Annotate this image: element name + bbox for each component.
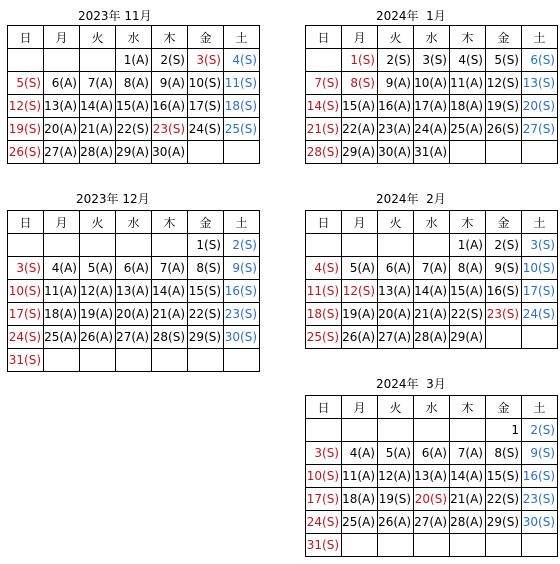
calendar-grid (305, 210, 558, 349)
day-cell (44, 349, 80, 372)
day-cell: 23(A) (378, 118, 414, 141)
day-cell: 28(A) (80, 141, 116, 164)
day-cell: 21(A) (80, 118, 116, 141)
day-cell (486, 326, 522, 349)
day-cell (188, 141, 224, 164)
day-cell: 18(S) (306, 303, 342, 326)
day-cell: 8(S) (486, 442, 522, 465)
day-cell: 16(A) (152, 95, 188, 118)
day-cell (378, 534, 414, 557)
weekday-header: 木 (152, 211, 188, 234)
week-row (306, 326, 558, 349)
day-cell: 18(A) (342, 488, 378, 511)
day-cell: 16(S) (224, 280, 260, 303)
day-cell (306, 419, 342, 442)
day-cell: 5(A) (342, 257, 378, 280)
day-cell (378, 234, 414, 257)
day-cell: 9(A) (378, 72, 414, 95)
day-cell: 15(S) (188, 280, 224, 303)
day-cell: 13(A) (44, 95, 80, 118)
week-row (8, 326, 260, 349)
day-cell: 4(S) (224, 49, 260, 72)
weekday-header: 金 (188, 26, 224, 49)
weekday-header: 金 (188, 211, 224, 234)
day-cell: 3(S) (8, 257, 44, 280)
day-cell: 18(A) (44, 303, 80, 326)
day-cell: 1(S) (342, 49, 378, 72)
day-cell: 19(S) (8, 118, 44, 141)
day-cell: 8(S) (188, 257, 224, 280)
day-cell: 10(S) (522, 257, 558, 280)
week-row (306, 234, 558, 257)
day-cell: 6(A) (116, 257, 152, 280)
day-cell: 20(S) (522, 95, 558, 118)
week-row (306, 118, 558, 141)
day-cell: 29(A) (116, 141, 152, 164)
weekday-header: 土 (522, 26, 558, 49)
day-cell: 12(S) (8, 95, 44, 118)
day-cell (116, 234, 152, 257)
calendar-grid (7, 25, 260, 164)
day-cell: 31(S) (306, 534, 342, 557)
week-row (8, 303, 260, 326)
weekday-header: 木 (450, 396, 486, 419)
day-cell: 18(A) (450, 95, 486, 118)
day-cell: 27(S) (522, 118, 558, 141)
day-cell: 17(S) (8, 303, 44, 326)
day-cell: 15(A) (342, 95, 378, 118)
day-cell (8, 234, 44, 257)
day-cell: 16(S) (486, 280, 522, 303)
day-cell: 1 (486, 419, 522, 442)
day-cell: 20(A) (44, 118, 80, 141)
day-cell: 19(A) (80, 303, 116, 326)
day-cell: 29(S) (486, 511, 522, 534)
day-cell: 26(S) (8, 141, 44, 164)
day-cell: 24(S) (8, 326, 44, 349)
week-row (306, 534, 558, 557)
week-row (8, 141, 260, 164)
day-cell: 24(S) (188, 118, 224, 141)
day-cell: 17(S) (188, 95, 224, 118)
month-title: 2024年 2月 (376, 192, 446, 206)
day-cell: 25(S) (224, 118, 260, 141)
weekday-header-row (8, 26, 260, 49)
day-cell (306, 234, 342, 257)
weekday-header: 火 (80, 211, 116, 234)
day-cell: 15(A) (450, 280, 486, 303)
day-cell: 11(S) (224, 72, 260, 95)
week-row (8, 349, 260, 372)
day-cell: 3(S) (414, 49, 450, 72)
week-row (306, 511, 558, 534)
weekday-header: 火 (378, 396, 414, 419)
day-cell (44, 234, 80, 257)
month-title: 2023年 12月 (76, 192, 150, 206)
day-cell: 24(S) (522, 303, 558, 326)
day-cell: 5(A) (378, 442, 414, 465)
weekday-header-row (8, 211, 260, 234)
day-cell: 14(A) (152, 280, 188, 303)
day-cell: 31(A) (414, 141, 450, 164)
weekday-header: 月 (44, 26, 80, 49)
day-cell: 10(S) (8, 280, 44, 303)
week-row (306, 141, 558, 164)
day-cell: 3(S) (306, 442, 342, 465)
day-cell: 3(S) (188, 49, 224, 72)
day-cell (342, 234, 378, 257)
day-cell: 26(S) (486, 118, 522, 141)
day-cell: 15(A) (116, 95, 152, 118)
day-cell (450, 141, 486, 164)
day-cell: 2(S) (224, 234, 260, 257)
day-cell: 17(A) (414, 95, 450, 118)
day-cell (522, 141, 558, 164)
day-cell: 22(S) (450, 303, 486, 326)
day-cell: 25(A) (450, 118, 486, 141)
day-cell: 6(S) (522, 49, 558, 72)
day-cell: 14(A) (414, 280, 450, 303)
day-cell: 23(S) (224, 303, 260, 326)
day-cell: 11(A) (342, 465, 378, 488)
weekday-header: 日 (306, 26, 342, 49)
weekday-header: 月 (342, 211, 378, 234)
weekday-header: 木 (152, 26, 188, 49)
day-cell: 13(A) (414, 465, 450, 488)
weekday-header: 月 (342, 396, 378, 419)
day-cell: 20(A) (378, 303, 414, 326)
day-cell: 9(S) (486, 257, 522, 280)
day-cell: 3(S) (522, 234, 558, 257)
day-cell (342, 419, 378, 442)
day-cell (486, 534, 522, 557)
week-row (306, 49, 558, 72)
day-cell (486, 141, 522, 164)
weekday-header: 日 (8, 211, 44, 234)
day-cell: 10(A) (414, 72, 450, 95)
weekday-header: 金 (486, 396, 522, 419)
week-row (306, 280, 558, 303)
day-cell: 2(S) (522, 419, 558, 442)
day-cell: 7(S) (306, 72, 342, 95)
day-cell: 27(A) (414, 511, 450, 534)
day-cell: 7(A) (414, 257, 450, 280)
day-cell: 26(A) (342, 326, 378, 349)
weekday-header-row (306, 396, 558, 419)
weekday-header: 木 (450, 26, 486, 49)
day-cell: 9(S) (224, 257, 260, 280)
day-cell: 30(A) (378, 141, 414, 164)
day-cell (378, 419, 414, 442)
weekday-header-row (306, 211, 558, 234)
day-cell: 27(A) (116, 326, 152, 349)
day-cell: 30(S) (522, 511, 558, 534)
day-cell: 29(A) (450, 326, 486, 349)
day-cell (80, 349, 116, 372)
weekday-header: 土 (224, 26, 260, 49)
day-cell (450, 419, 486, 442)
calendar-grid (305, 395, 558, 557)
day-cell: 19(A) (342, 303, 378, 326)
day-cell: 23(S) (152, 118, 188, 141)
week-row (306, 442, 558, 465)
day-cell (224, 349, 260, 372)
weekday-header: 金 (486, 211, 522, 234)
week-row (8, 234, 260, 257)
calendar-grid (305, 25, 558, 164)
week-row (306, 465, 558, 488)
day-cell: 6(A) (414, 442, 450, 465)
week-row (8, 118, 260, 141)
day-cell: 13(A) (378, 280, 414, 303)
week-row (306, 303, 558, 326)
month-title: 2024年 3月 (376, 377, 446, 391)
day-cell: 8(A) (116, 72, 152, 95)
weekday-header: 土 (224, 211, 260, 234)
day-cell: 1(A) (116, 49, 152, 72)
calendar-grid (7, 210, 260, 372)
day-cell: 24(A) (414, 118, 450, 141)
day-cell: 5(A) (80, 257, 116, 280)
weekday-header: 日 (306, 396, 342, 419)
day-cell (188, 349, 224, 372)
day-cell (80, 49, 116, 72)
week-row (8, 72, 260, 95)
day-cell: 20(S) (414, 488, 450, 511)
day-cell: 13(S) (522, 72, 558, 95)
day-cell (8, 49, 44, 72)
day-cell: 14(A) (450, 465, 486, 488)
day-cell: 10(S) (188, 72, 224, 95)
day-cell: 17(S) (306, 488, 342, 511)
day-cell: 8(A) (450, 257, 486, 280)
day-cell (44, 49, 80, 72)
week-row (306, 257, 558, 280)
day-cell: 11(A) (44, 280, 80, 303)
week-row (306, 419, 558, 442)
day-cell (224, 141, 260, 164)
weekday-header: 土 (522, 396, 558, 419)
day-cell: 31(S) (8, 349, 44, 372)
weekday-header: 木 (450, 211, 486, 234)
day-cell (342, 534, 378, 557)
day-cell: 21(A) (450, 488, 486, 511)
month-title: 2024年 1月 (376, 9, 446, 23)
day-cell: 16(S) (522, 465, 558, 488)
weekday-header: 水 (116, 211, 152, 234)
day-cell: 6(A) (44, 72, 80, 95)
day-cell: 21(A) (152, 303, 188, 326)
weekday-header: 火 (80, 26, 116, 49)
day-cell: 5(S) (8, 72, 44, 95)
day-cell (414, 534, 450, 557)
day-cell: 15(S) (486, 465, 522, 488)
day-cell: 9(S) (522, 442, 558, 465)
day-cell: 24(S) (306, 511, 342, 534)
day-cell: 1(A) (450, 234, 486, 257)
week-row (8, 257, 260, 280)
weekday-header: 金 (486, 26, 522, 49)
day-cell: 21(A) (414, 303, 450, 326)
weekday-header: 火 (378, 211, 414, 234)
day-cell: 22(A) (342, 118, 378, 141)
day-cell: 27(A) (44, 141, 80, 164)
day-cell: 23(S) (486, 303, 522, 326)
day-cell (152, 234, 188, 257)
weekday-header: 月 (342, 26, 378, 49)
day-cell: 9(A) (152, 72, 188, 95)
day-cell: 28(S) (306, 141, 342, 164)
weekday-header: 水 (414, 26, 450, 49)
day-cell: 14(S) (306, 95, 342, 118)
weekday-header: 月 (44, 211, 80, 234)
week-row (8, 95, 260, 118)
day-cell: 26(A) (378, 511, 414, 534)
day-cell: 19(S) (486, 95, 522, 118)
day-cell: 27(A) (378, 326, 414, 349)
weekday-header: 水 (116, 26, 152, 49)
day-cell: 17(S) (522, 280, 558, 303)
day-cell (306, 49, 342, 72)
day-cell: 10(S) (306, 465, 342, 488)
day-cell: 29(A) (342, 141, 378, 164)
day-cell: 16(A) (378, 95, 414, 118)
day-cell: 12(S) (486, 72, 522, 95)
day-cell (152, 349, 188, 372)
day-cell: 28(S) (152, 326, 188, 349)
day-cell: 28(A) (450, 511, 486, 534)
day-cell: 2(S) (152, 49, 188, 72)
day-cell: 26(A) (80, 326, 116, 349)
day-cell: 5(S) (486, 49, 522, 72)
day-cell: 30(S) (224, 326, 260, 349)
day-cell (522, 326, 558, 349)
day-cell: 11(A) (450, 72, 486, 95)
day-cell: 2(S) (378, 49, 414, 72)
day-cell: 25(A) (342, 511, 378, 534)
day-cell: 7(A) (450, 442, 486, 465)
day-cell: 14(A) (80, 95, 116, 118)
week-row (306, 95, 558, 118)
day-cell: 6(A) (378, 257, 414, 280)
day-cell: 28(A) (414, 326, 450, 349)
day-cell: 18(S) (224, 95, 260, 118)
weekday-header: 火 (378, 26, 414, 49)
day-cell: 7(A) (80, 72, 116, 95)
week-row (8, 49, 260, 72)
day-cell: 29(S) (188, 326, 224, 349)
day-cell: 25(S) (306, 326, 342, 349)
day-cell: 4(S) (306, 257, 342, 280)
day-cell: 22(S) (116, 118, 152, 141)
day-cell: 8(S) (342, 72, 378, 95)
month-title: 2023年 11月 (78, 9, 152, 23)
week-row (306, 72, 558, 95)
day-cell: 11(S) (306, 280, 342, 303)
day-cell: 23(S) (522, 488, 558, 511)
week-row (306, 488, 558, 511)
day-cell: 4(A) (44, 257, 80, 280)
day-cell: 1(S) (188, 234, 224, 257)
day-cell: 4(A) (342, 442, 378, 465)
weekday-header-row (306, 26, 558, 49)
day-cell (80, 234, 116, 257)
day-cell: 12(A) (80, 280, 116, 303)
day-cell: 19(S) (378, 488, 414, 511)
day-cell (522, 534, 558, 557)
weekday-header: 土 (522, 211, 558, 234)
day-cell: 22(S) (188, 303, 224, 326)
weekday-header: 水 (414, 396, 450, 419)
day-cell: 22(S) (486, 488, 522, 511)
day-cell (450, 534, 486, 557)
day-cell (116, 349, 152, 372)
day-cell: 4(S) (450, 49, 486, 72)
day-cell: 12(A) (378, 465, 414, 488)
day-cell: 25(A) (44, 326, 80, 349)
weekday-header: 日 (8, 26, 44, 49)
day-cell: 20(A) (116, 303, 152, 326)
day-cell (414, 419, 450, 442)
day-cell: 13(A) (116, 280, 152, 303)
weekday-header: 水 (414, 211, 450, 234)
day-cell: 21(S) (306, 118, 342, 141)
day-cell: 2(S) (486, 234, 522, 257)
day-cell: 7(A) (152, 257, 188, 280)
day-cell: 30(A) (152, 141, 188, 164)
weekday-header: 日 (306, 211, 342, 234)
week-row (8, 280, 260, 303)
day-cell (414, 234, 450, 257)
day-cell: 12(S) (342, 280, 378, 303)
